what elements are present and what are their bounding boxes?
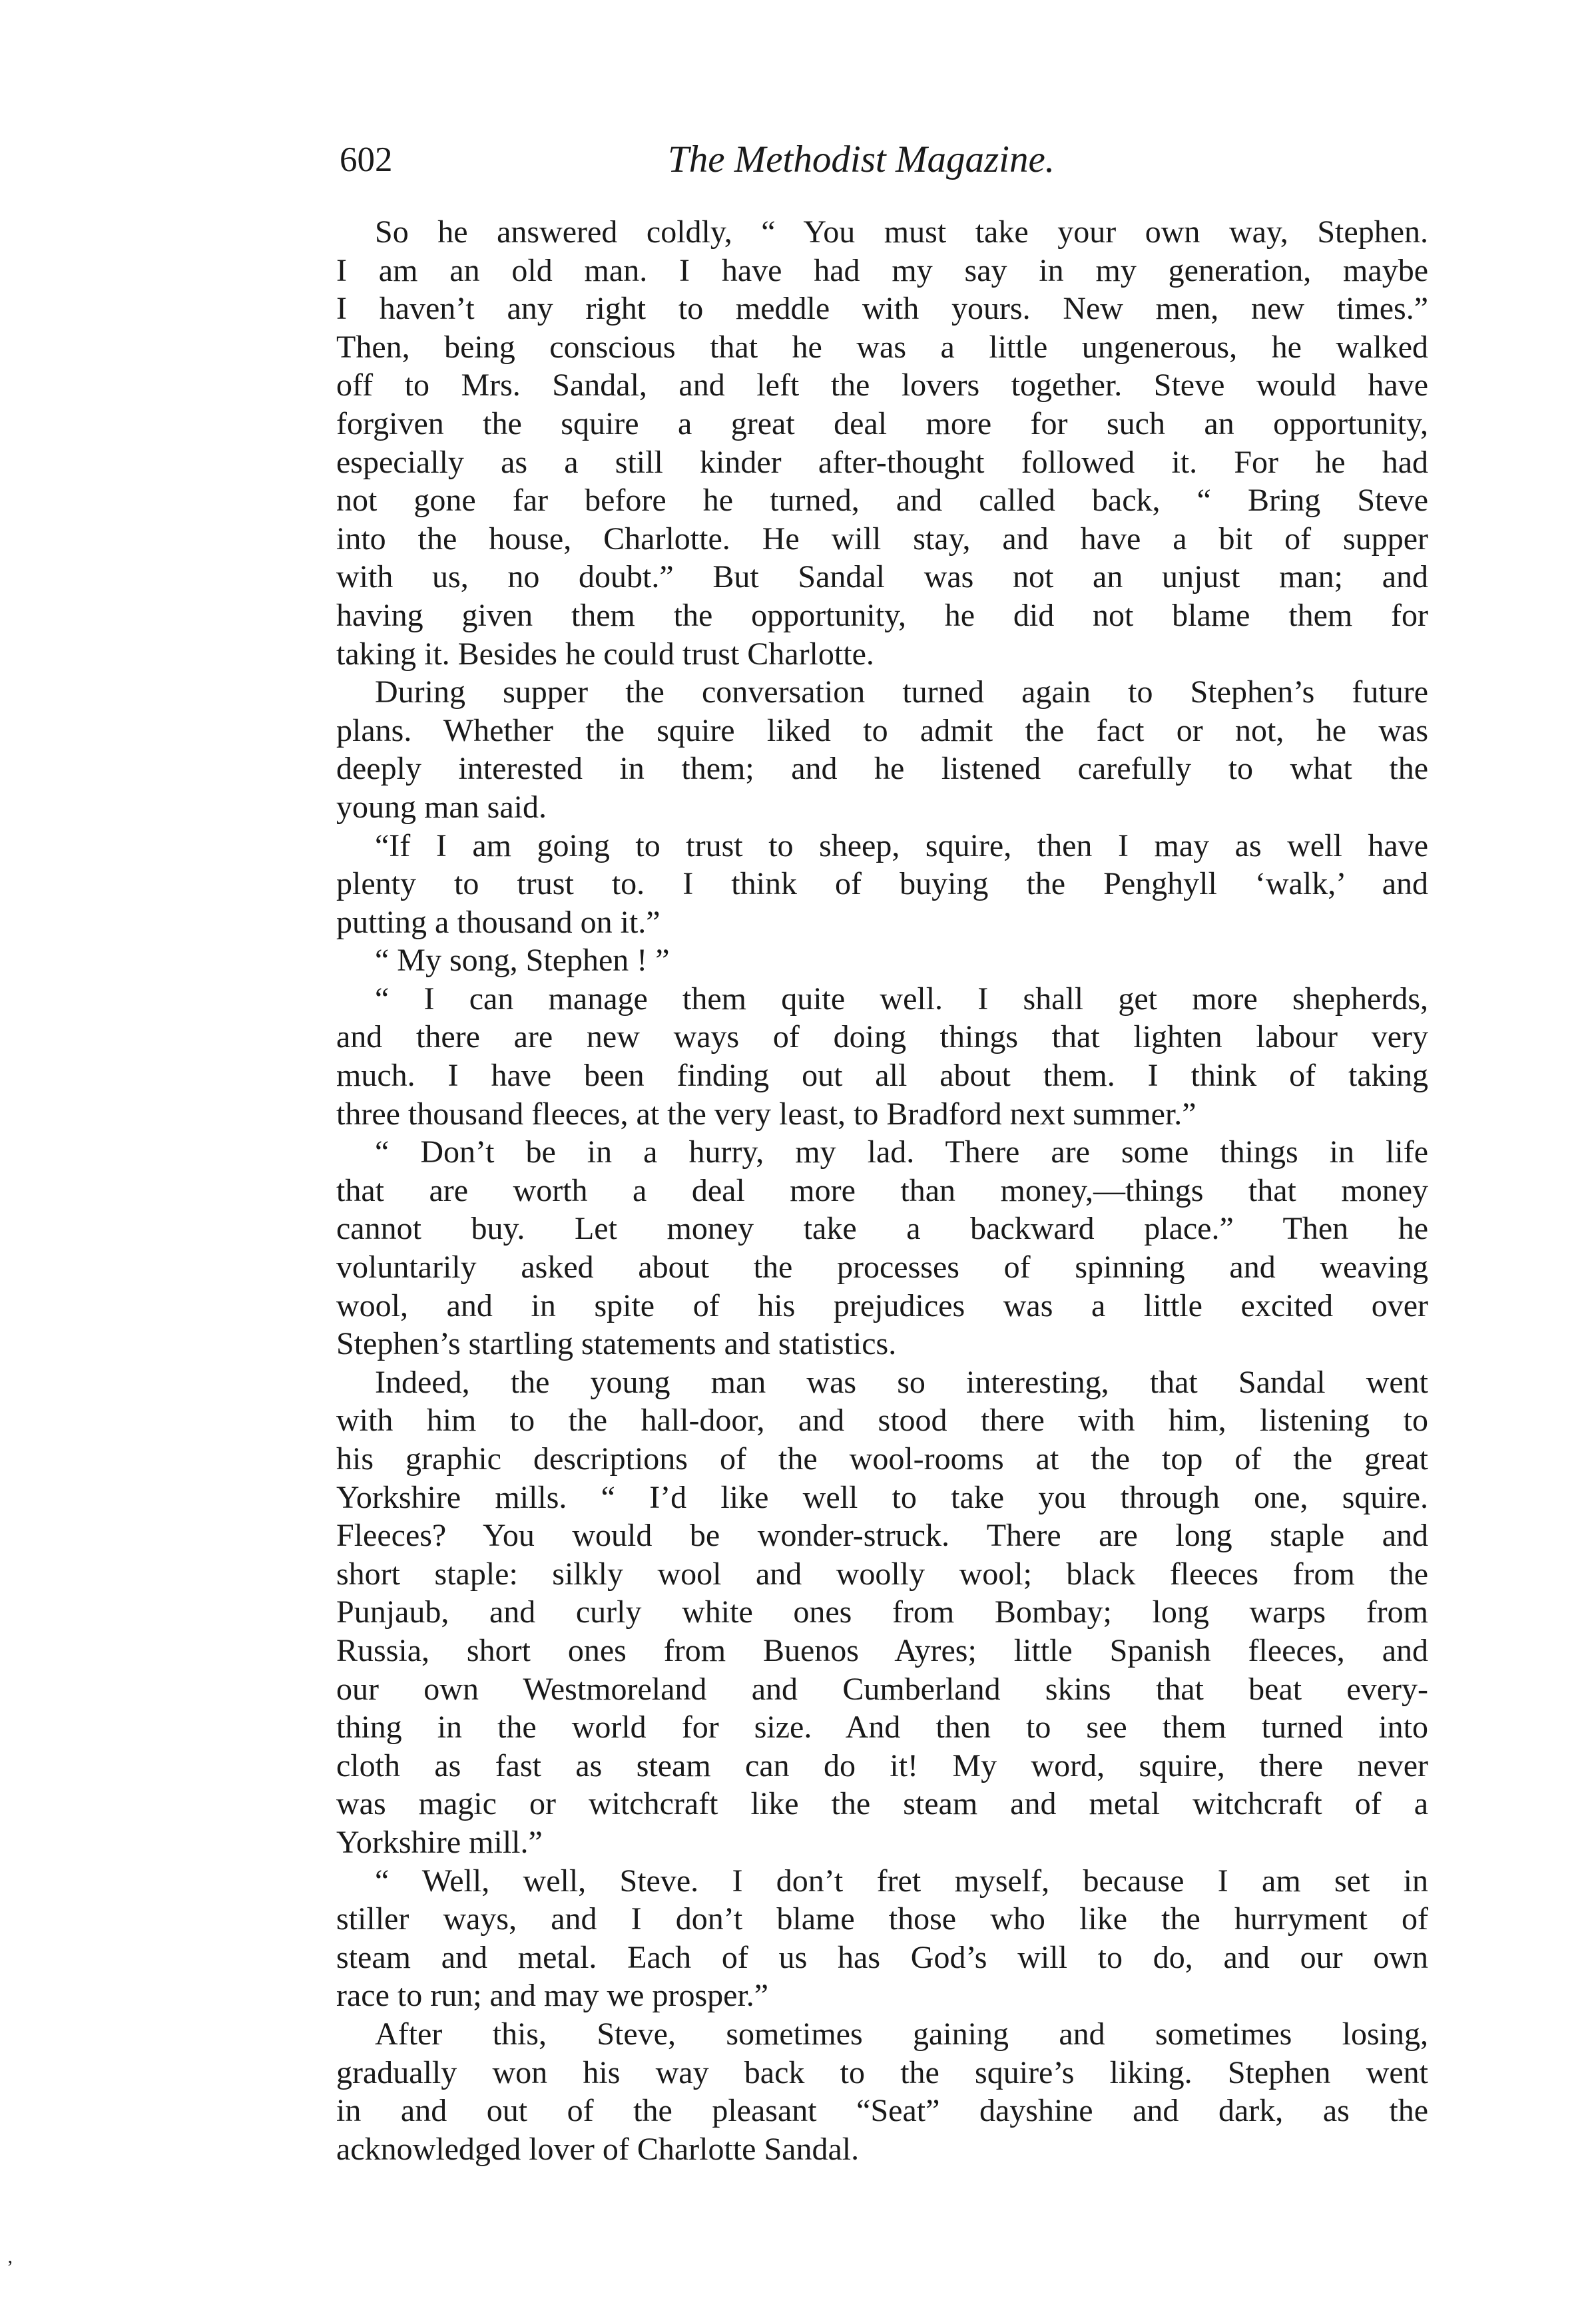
text-line: not gone far before he turned, and called back, “ Bring Steve xyxy=(336,483,1428,519)
text-line: “If I am going to trust to sheep, squire, then I may as well have xyxy=(375,827,1428,863)
text-line: deeply interested in them; and he listened carefully to what the xyxy=(336,751,1428,787)
text-line: steam and metal. Each of us has God’s will to do, and our own xyxy=(336,1939,1428,1975)
running-head xyxy=(340,133,1425,186)
text-line: “ Don’t be in a hurry, my lad. There are some things in life xyxy=(375,1134,1428,1170)
paragraph xyxy=(336,2015,1428,2168)
paragraph xyxy=(336,941,1428,980)
text-line: cannot buy. Let money take a backward place.” Then he xyxy=(336,1211,1428,1247)
text-line: in and out of the pleasant “Seat” dayshine and dark, as the xyxy=(336,2093,1428,2129)
text-line: plans. Whether the squire liked to admit the fact or not, he was xyxy=(336,712,1428,748)
text-line: thing in the world for size. And then to see them turned into xyxy=(336,1710,1428,1745)
text-line: “ Well, well, Steve. I don’t fret myself, because I am set in xyxy=(375,1863,1428,1899)
paragraph xyxy=(336,213,1428,673)
text-line: stiller ways, and I don’t blame those who like the hurryment of xyxy=(336,1901,1428,1937)
text-line: having given them the opportunity, he did not blame them for xyxy=(336,597,1428,633)
text-line: acknowledged lover of Charlotte Sandal. xyxy=(336,2131,860,2167)
paragraph xyxy=(336,1133,1428,1363)
text-line: with us, no doubt.” But Sandal was not an unjust man; and xyxy=(336,559,1428,595)
text-line: Yorkshire mill.” xyxy=(336,1824,543,1860)
paragraph xyxy=(336,673,1428,826)
text-line: wool, and in spite of his prejudices was a little excited over xyxy=(336,1287,1428,1323)
text-line: I haven’t any right to meddle with yours. New men, new times.” xyxy=(336,291,1428,327)
text-line: During supper the conversation turned again to Stephen’s future xyxy=(375,674,1428,710)
body-text xyxy=(336,213,1428,2168)
text-line: three thousand fleeces, at the very least, to Bradford next summer.” xyxy=(336,1096,1196,1132)
journal-title: The Methodist Magazine. xyxy=(668,138,1055,180)
text-line: and there are new ways of doing things that lighten labour very xyxy=(336,1019,1428,1055)
margin-mark: ʼ xyxy=(7,2257,13,2279)
text-line: with him to the hall-door, and stood there with him, listening to xyxy=(336,1403,1428,1439)
paragraph xyxy=(336,827,1428,942)
text-line: Russia, short ones from Buenos Ayres; little Spanish fleeces, and xyxy=(336,1632,1428,1668)
text-line: voluntarily asked about the processes of spinning and weaving xyxy=(336,1250,1428,1285)
text-line: “ I can manage them quite well. I shall get more shepherds, xyxy=(375,981,1428,1017)
text-line: Punjaub, and curly white ones from Bombay; long warps from xyxy=(336,1594,1428,1630)
text-line: forgiven the squire a great deal more for such an opportunity, xyxy=(336,405,1428,441)
text-line: our own Westmoreland and Cumberland skins that beat every- xyxy=(336,1671,1428,1707)
text-line: After this, Steve, sometimes gaining and sometimes losing, xyxy=(375,2016,1428,2052)
text-line: I am an old man. I have had my say in my generation, maybe xyxy=(336,252,1428,288)
text-line: young man said. xyxy=(336,789,547,825)
text-line: Yorkshire mills. “ I’d like well to take you through one, squire. xyxy=(336,1479,1428,1515)
text-line: off to Mrs. Sandal, and left the lovers together. Steve would have xyxy=(336,367,1428,403)
page-number: 602 xyxy=(340,140,393,179)
text-line: Then, being conscious that he was a little ungenerous, he walked xyxy=(336,329,1428,365)
text-line: Fleeces? You would be wonder-struck. There are long staple and xyxy=(336,1518,1428,1554)
text-line: “ My song, Stephen ! ” xyxy=(375,943,670,979)
text-line: Stephen’s startling statements and statistics. xyxy=(336,1326,897,1362)
text-line: So he answered coldly, “ You must take your own way, Stephen. xyxy=(375,214,1428,250)
text-line: Indeed, the young man was so interesting, that Sandal went xyxy=(375,1364,1428,1400)
paragraph xyxy=(336,1363,1428,1862)
text-line: especially as a still kinder after-thought followed it. For he had xyxy=(336,444,1428,480)
text-line: taking it. Besides he could trust Charlotte. xyxy=(336,636,874,672)
text-line: much. I have been finding out all about them. I think of taking xyxy=(336,1058,1428,1094)
paragraph xyxy=(336,1862,1428,2015)
text-line: that are worth a deal more than money,—things that money xyxy=(336,1172,1428,1208)
text-line: race to run; and may we prosper.” xyxy=(336,1978,769,2014)
text-line: cloth as fast as steam can do it! My word, squire, there never xyxy=(336,1747,1428,1783)
text-line: putting a thousand on it.” xyxy=(336,904,661,940)
text-line: gradually won his way back to the squire’s liking. Stephen went xyxy=(336,2054,1428,2090)
text-line: into the house, Charlotte. He will stay, and have a bit of supper xyxy=(336,521,1428,557)
text-line: his graphic descriptions of the wool-rooms at the top of the great xyxy=(336,1441,1428,1477)
text-line: was magic or witchcraft like the steam and metal witchcraft of a xyxy=(336,1786,1428,1822)
paragraph xyxy=(336,980,1428,1133)
text-line: plenty to trust to. I think of buying the Penghyll ‘walk,’ and xyxy=(336,866,1428,902)
text-line: short staple: silkly wool and woolly wool; black fleeces from the xyxy=(336,1556,1428,1592)
